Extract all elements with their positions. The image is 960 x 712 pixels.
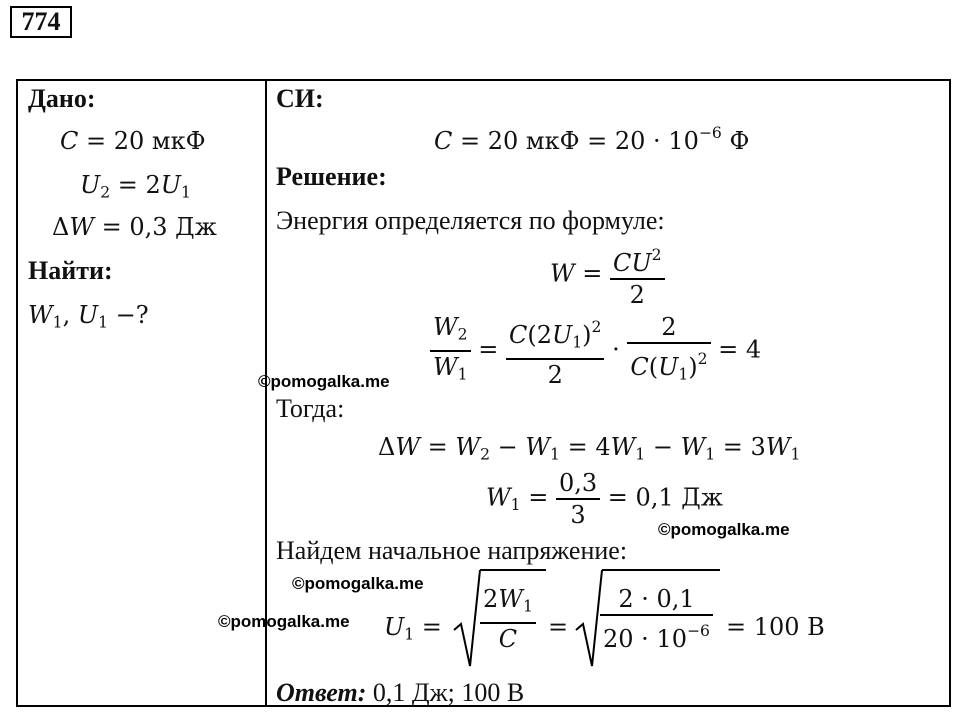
sqrt-bar — [480, 569, 546, 571]
voltage-radicand-1: $\frac{2W_1}{C}$ — [480, 584, 536, 654]
watermark: ©pomogalka.me — [258, 372, 390, 391]
initial-energy-formula: $W_1$ = $\frac{0,3}{3}$ = 0,1 Дж — [486, 469, 723, 529]
watermark: ©pomogalka.me — [658, 520, 790, 539]
given-heading: Дано: — [28, 84, 96, 113]
answer-label: Ответ: — [276, 678, 367, 707]
given-capacitance: C = 20 мкФ — [60, 127, 206, 155]
given-energy-change: ΔW = 0,3 Дж — [52, 213, 217, 241]
energy-formula: W = $\frac{CU^2}{2}$ — [550, 240, 665, 310]
energy-formula-text: Энергия определяется по формуле: — [276, 206, 665, 235]
answer — [276, 678, 524, 708]
given-voltage-ratio: $U_2 = 2U_1$ — [80, 171, 191, 202]
voltage-radicand-2: $\frac{2 \cdot 0,1}{20 \cdot 10^{-6}}$ — [600, 584, 713, 654]
solution-heading: Решение: — [276, 162, 387, 191]
si-heading: СИ: — [276, 84, 324, 113]
watermark: ©pomogalka.me — [292, 574, 424, 593]
si-conversion: C = 20 мкФ = $20 \cdot 10^{-6}$ Ф — [434, 124, 750, 155]
voltage-result: = 100 В — [726, 613, 825, 641]
sqrt-icon — [452, 568, 482, 670]
find-unknowns: $W_1$, $U_1$ −? — [28, 301, 149, 332]
sqrt-bar — [602, 569, 720, 571]
voltage-text: Найдем начальное напряжение: — [276, 536, 628, 565]
find-heading: Найти: — [28, 256, 113, 285]
then-text: Тогда: — [276, 394, 345, 423]
answer-value: 0,1 Дж; 100 В — [366, 678, 525, 707]
watermark: ©pomogalka.me — [218, 612, 350, 631]
problem-number: 774 — [10, 6, 72, 38]
energy-ratio-formula: $\frac{W_2}{W_1}$ = $\frac{C(2U_1)^2}{2}$ · $\frac{2}{C(U_1)^2}$ = 4 — [430, 312, 761, 390]
voltage-symbol: $U_1$ = — [384, 613, 442, 644]
equals-sign: = — [548, 613, 569, 641]
energy-change-formula: $\Delta W = W_2 - W_1 = 4W_1 - W_1 = 3W_1$ — [378, 433, 801, 464]
